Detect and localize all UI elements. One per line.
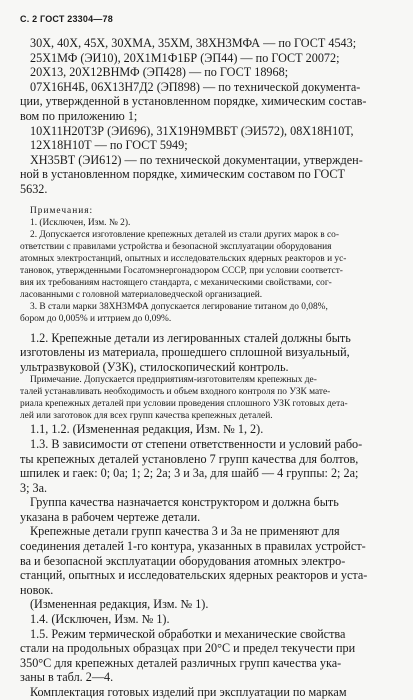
notes-section [20,205,403,325]
text-line: ХН35ВТ (ЭИ612) — по технической документации, утвержден- [30,152,363,167]
note-line: 1. (Исключен, Изм. № 2). [30,217,131,228]
text-line: 1.5. Режим термической обработки и механические свойства [30,626,346,641]
note-line: атомных электростанций, опытных и исследовательских ядерных реакторов и ус- [20,253,347,264]
text-line: ты крепежных деталей установлено 7 групп качества для болтов, [20,451,359,466]
note-line: тановок, утвержденными Госатомэнергонадзором СССР, при условии соответст- [20,265,343,276]
text-line: 20Х13, 20Х12ВНМФ (ЭП428) — по ГОСТ 18968; [30,65,289,80]
text-line: 07Х16Н4Б, 06Х13Н7Д2 (ЭП898) — по технической документа- [30,79,361,94]
clause-1-2 [20,331,403,375]
text-line: 3; 3а. [20,480,48,495]
text-line: 1.1, 1.2. (Измененная редакция, Изм. № 1, 2). [30,422,264,437]
text-line: вом по приложению 1; [20,108,138,123]
page-header: С. 2 ГОСТ 23304—78 [20,14,113,24]
text-line: указана в рабочем чертеже детали. [20,509,201,524]
text-line: 5632. [20,181,48,196]
text-line: шпилек и гаек: 0; 0а; 1; 2; 2а; 3 и 3а, для шайб — 4 группы: 2; 2а; [20,466,359,481]
text-line: 12Х18Н10Т — по ГОСТ 5949; [30,138,188,153]
note-line: ответствии с правилами устройства и безопасной эксплуатации оборудования [20,241,332,252]
notes-title: Примечания: [30,205,94,216]
text-line: новок. [20,582,54,597]
text-line: 1.2. Крепежные детали из легированных сталей должны быть [30,330,351,345]
text-line: станций, опытных и исследовательских ядерных реакторов и уста- [20,568,368,583]
note-line: 2. Допускается изготовление крепежных деталей из стали других марок в со- [30,229,339,240]
text-line: 350°С для крепежных деталей различных групп качества ука- [20,655,342,670]
note-line: 3. В стали марки 38ХН3МФА допускается легирование титаном до 0,08%, [30,301,328,312]
steel-grades-list [20,36,403,197]
text-line: изготовлены из материала, прошедшего сплошной визуальный, [20,345,350,360]
text-line: Группа качества назначается конструктором и должна быть [30,495,339,510]
text-line: ции, утвержденной в установленном порядке, химическим состав- [20,94,367,109]
note-line: лей или заготовок для всех групп качества крепежных деталей. [20,411,273,422]
note-line: бором до 0,005% и иттрием до 0,09%. [20,313,172,324]
clause-1-2-note [20,374,403,422]
text-line: 30Х, 40Х, 45Х, 30ХМА, 35ХМ, 38ХН3МФА — по ГОСТ 4543; [30,36,357,50]
note-line: риала крепежных деталей при условии проведения сплошного УЗК готовых дета- [20,399,348,410]
text-line: Крепежные детали групп качества 3 и 3а не применяют для [30,524,340,539]
text-line: 1.4. (Исключен, Изм. № 1). [30,612,170,627]
text-line: (Измененная редакция, Изм. № 1). [30,597,209,612]
text-line: соединения деталей 1-го контура, указанных в правилах устройст- [20,539,366,554]
note-line: вия их требованиям настоящего стандарта, с механическими свойствами, сог- [20,277,332,288]
text-line: 10Х11Н20Т3Р (ЭИ696), 31Х19Н9МВБТ (ЭИ572), 08Х18Н10Т, [30,123,354,138]
text-line: ной в установленном порядке, химическим составом по ГОСТ [20,167,346,182]
note-line: Примечание. Допускается предприятиям-изготовителям крепежных де- [30,375,317,386]
note-line: талей устанавливать необходимость и объем входного контроля по УЗК мате- [20,387,331,398]
text-line: ва и безопасной эксплуатации оборудования атомных электро- [20,553,346,568]
text-line: заны в табл. 2—4. [20,670,114,685]
text-line: 25Х1МФ (ЭИ10), 20Х1М1Ф1БР (ЭП44) — по ГОСТ 20072; [30,50,340,65]
text-line: 1.3. В зависимости от степени ответственности и условий рабо- [30,436,363,451]
text-line: ультразвуковой (УЗК), стилоскопический контроль. [20,359,289,374]
text-line: стали на продольных образцах при 20°С и предел текучести при [20,641,356,656]
note-line: ласованными с головной материаловедческой организацией. [20,289,263,300]
clauses-1-3-to-1-5 [20,422,403,699]
text-line: Комплектация готовых изделий при эксплуатации по маркам [30,685,347,699]
